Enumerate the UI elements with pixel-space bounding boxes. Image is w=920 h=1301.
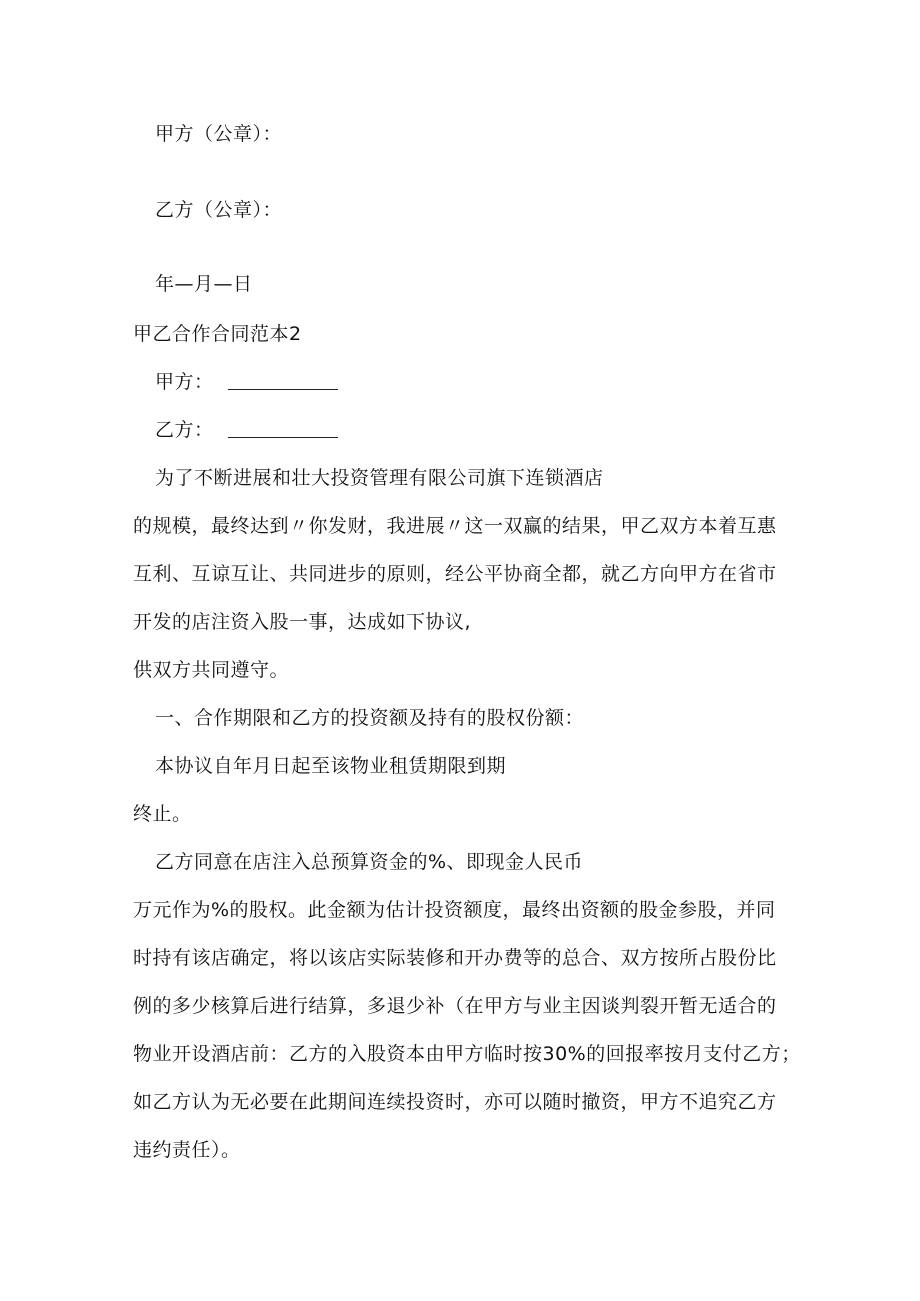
investment-line: 万元作为%的股权。此金额为估计投资额度，最终出资额的股金参股，并同 — [133, 899, 776, 921]
investment-line: 例的多少核算后进行结算，多退少补（在甲方与业主因谈判裂开暂无适合的 — [133, 995, 777, 1017]
party-b-blank — [228, 419, 338, 438]
investment-line: 如乙方认为无必要在此期间连续投资时，亦可以随时撤资，甲方不追究乙方 — [133, 1091, 777, 1113]
party-b-label: 乙方： — [155, 419, 214, 441]
party-a-field — [155, 370, 338, 394]
section-1-heading: 一、合作期限和乙方的投资额及持有的股权份额： — [155, 707, 585, 729]
party-a-label: 甲方： — [155, 371, 214, 393]
intro-line: 互利、互谅互让、共同进步的原则，经公平协商全都，就乙方向甲方在省市 — [133, 563, 777, 585]
intro-line: 为了不断进展和壮大投资管理有限公司旗下连锁酒店 — [155, 467, 604, 489]
intro-line: 开发的店注资入股一事，达成如下协议, — [133, 611, 472, 633]
party-a-blank — [228, 371, 338, 390]
term-line: 终止。 — [133, 803, 192, 825]
investment-line: 时持有该店确定，将以该店实际装修和开办费等的总合、双方按所占股份比 — [133, 947, 777, 969]
contract-title: 甲乙合作合同范本2 — [133, 323, 302, 345]
party-b-field — [155, 418, 338, 442]
term-line: 本协议自年月日起至该物业租赁期限到期 — [155, 755, 507, 777]
intro-line: 供双方共同遵守。 — [133, 659, 290, 681]
investment-line: 物业开设酒店前：乙方的入股资本由甲方临时按30%的回报率按月支付乙方； — [133, 1043, 801, 1065]
intro-line: 的规模，最终达到〃你发财，我进展〃这一双赢的结果，甲乙双方本着互惠 — [133, 515, 777, 537]
date-line: 年—月—日 — [155, 273, 253, 295]
investment-line: 违约责任）。 — [133, 1139, 241, 1161]
party-a-seal-line: 甲方（公章）： — [155, 123, 283, 145]
investment-line: 乙方同意在店注入总预算资金的%、即现金人民币 — [155, 851, 584, 873]
party-b-seal-line: 乙方（公章）： — [155, 199, 283, 221]
